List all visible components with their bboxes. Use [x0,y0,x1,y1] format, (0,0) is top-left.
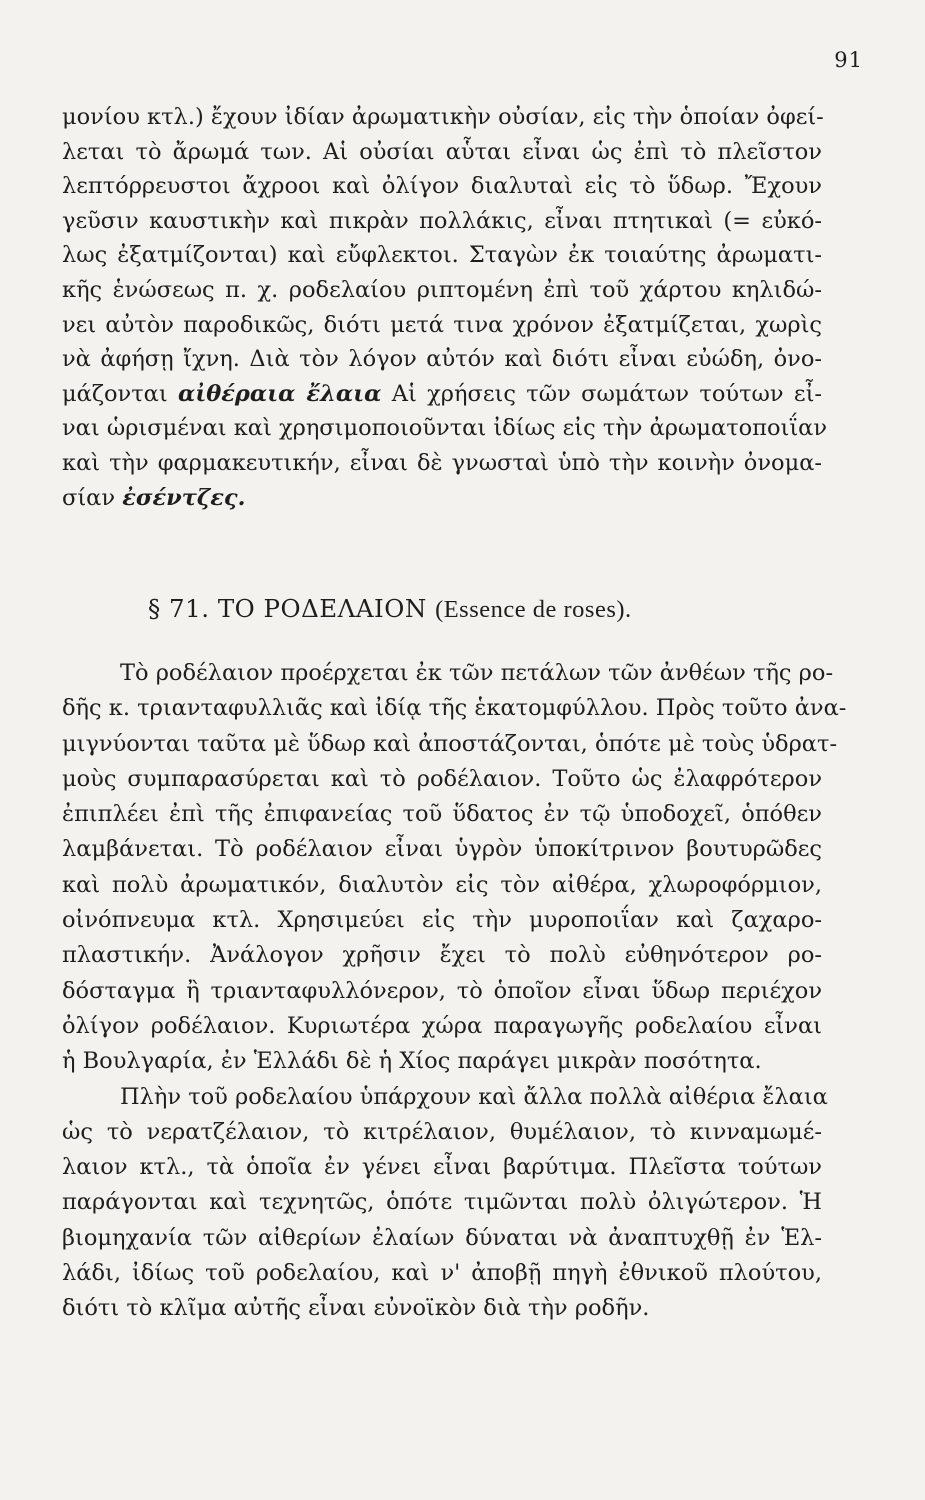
page-number: 91 [834,48,863,72]
text-line: μοὺς συμπαρασύρεται καὶ τὸ ροδέλαιον. Τοῦτο ὡς ἐλαφρότερον [62,765,822,792]
emphasized-term: αἰθέραια ἔλαια [178,380,382,407]
paragraph-aromatic-oils [62,100,828,515]
text-line: γεῦσιν καυστικὴν καὶ πικρὰν πολλάκις, εἶναι πτητικαὶ (= εὐκό- [62,207,822,234]
section-symbol: § [148,594,161,623]
text-line: διότι τὸ κλῖμα αὐτῆς εἶναι εὐνοϊκὸν διὰ τὴν ροδῆν. [62,1295,650,1322]
section-title-latin: (Essence de roses). [435,596,632,623]
text-fragment: μάζονται [62,380,179,407]
text-line [62,481,822,516]
text-line: οἰνόπνευμα κτλ. Χρησιμεύει εἰς τὴν μυροποιΐαν καὶ ζαχαρο- [62,907,822,934]
text-line: μονίου κτλ.) ἔχουν ἰδίαν ἀρωματικὴν οὐσίαν, εἰς τὴν ὁποίαν ὀφεί- [62,104,824,130]
section-number: 71. [169,594,210,623]
text-fragment: Αἱ χρήσεις τῶν σωμάτων τούτων εἶ- [381,380,822,407]
text-line: Τὸ ροδέλαιον προέρχεται ἐκ τῶν πετάλων τῶν ἀνθέων τῆς ρο- [120,660,834,686]
text-line: λαιον κτλ., τὰ ὁποῖα ἐν γένει εἶναι βαρύτιμα. Πλεῖστα τούτων [62,1154,822,1181]
text-line: δῆς κ. τριανταφυλλιᾶς καὶ ἰδίᾳ τῆς ἑκατομφύλλου. Πρὸς τοῦτο ἀνα- [62,695,847,722]
text-line: νὰ ἀφήσῃ ἴχνη. Διὰ τὸν λόγον αὐτόν καὶ διότι εἶναι εὐώδη, ὀνο- [62,346,822,373]
text-line: Πλὴν τοῦ ροδελαίου ὑπάρχουν καὶ ἄλλα πολλὰ αἰθέρια ἔλαια [120,1083,828,1110]
text-line: λως ἐξατμίζονται) καὶ εὔφλεκτοι. Σταγὼν ἐκ τοιαύτης ἀρωματι- [62,242,822,269]
paragraph-rose-oil [62,656,847,1327]
text-line: μιγνύονται ταῦτα μὲ ὕδωρ καὶ ἀποστάζονται, ὁπότε μὲ τοὺς ὑδρατ- [62,730,838,757]
text-line: λεπτόρρευστοι ἄχροοι καὶ ὀλίγον διαλυταὶ εἰς τὸ ὕδωρ. Ἔχουν [62,173,822,200]
emphasized-term: ἐσέντζες. [122,484,246,511]
text-line [62,377,822,412]
text-fragment: σίαν [62,484,123,511]
text-line: παράγονται καὶ τεχνητῶς, ὁπότε τιμῶνται πολὺ ὀλιγώτερον. Ἡ [62,1189,822,1216]
text-line: δόσταγμα ἢ τριανταφυλλόνερον, τὸ ὁποῖον εἶναι ὕδωρ περιέχον [62,977,822,1004]
text-line: κῆς ἑνώσεως π. χ. ροδελαίου ριπτομένη ἐπὶ τοῦ χάρτου κηλιδώ- [62,276,822,303]
section-heading [148,594,632,624]
text-line: λεται τὸ ἄρωμά των. Αἱ οὐσίαι αὗται εἶναι ὡς ἐπὶ τὸ πλεῖστον [62,138,822,165]
text-line: ἡ Βουλγαρία, ἐν Ἑλλάδι δὲ ἡ Χίος παράγει μικρὰν ποσότητα. [62,1048,762,1075]
text-line: βιομηχανία τῶν αἰθερίων ἐλαίων δύναται νὰ ἀναπτυχθῇ ἐν Ἑλ- [62,1224,822,1251]
text-line: καὶ τὴν φαρμακευτικήν, εἶναι δὲ γνωσταὶ ὑπὸ τὴν κοινὴν ὀνομα- [62,449,822,476]
text-line: λάδι, ἰδίως τοῦ ροδελαίου, καὶ ν' ἀποβῇ πηγὴ ἐθνικοῦ πλούτου, [62,1260,822,1287]
text-line: νει αὐτὸν παροδικῶς, διότι μετά τινα χρόνον ἐξατμίζεται, χωρὶς [62,311,822,338]
text-line: πλαστικήν. Ἀνάλογον χρῆσιν ἔχει τὸ πολὺ εὐθηνότερον ρο- [62,942,822,969]
text-line: ὡς τὸ νερατζέλαιον, τὸ κιτρέλαιον, θυμέλαιον, τὸ κινναμωμέ- [62,1118,822,1145]
text-line: ἐπιπλέει ἐπὶ τῆς ἐπιφανείας τοῦ ὕδατος ἐν τῷ ὑποδοχεῖ, ὁπόθεν [62,801,822,828]
section-title: ΤΟ ΡΟΔΕΛΑΙΟΝ [217,594,427,623]
text-line: καὶ πολὺ ἀρωματικόν, διαλυτὸν εἰς τὸν αἰθέρα, χλωροφόρμιον, [62,871,822,898]
text-line: λαμβάνεται. Τὸ ροδέλαιον εἶναι ὑγρὸν ὑποκίτρινον βουτυρῶδες [62,836,822,863]
text-line: ναι ὡρισμέναι καὶ χρησιμοποιοῦνται ἰδίως εἰς τὴν ἀρωματοποιΐαν [62,415,828,442]
text-line: ὀλίγον ροδέλαιον. Κυριωτέρα χώρα παραγωγῆς ροδελαίου εἶναι [62,1012,822,1039]
